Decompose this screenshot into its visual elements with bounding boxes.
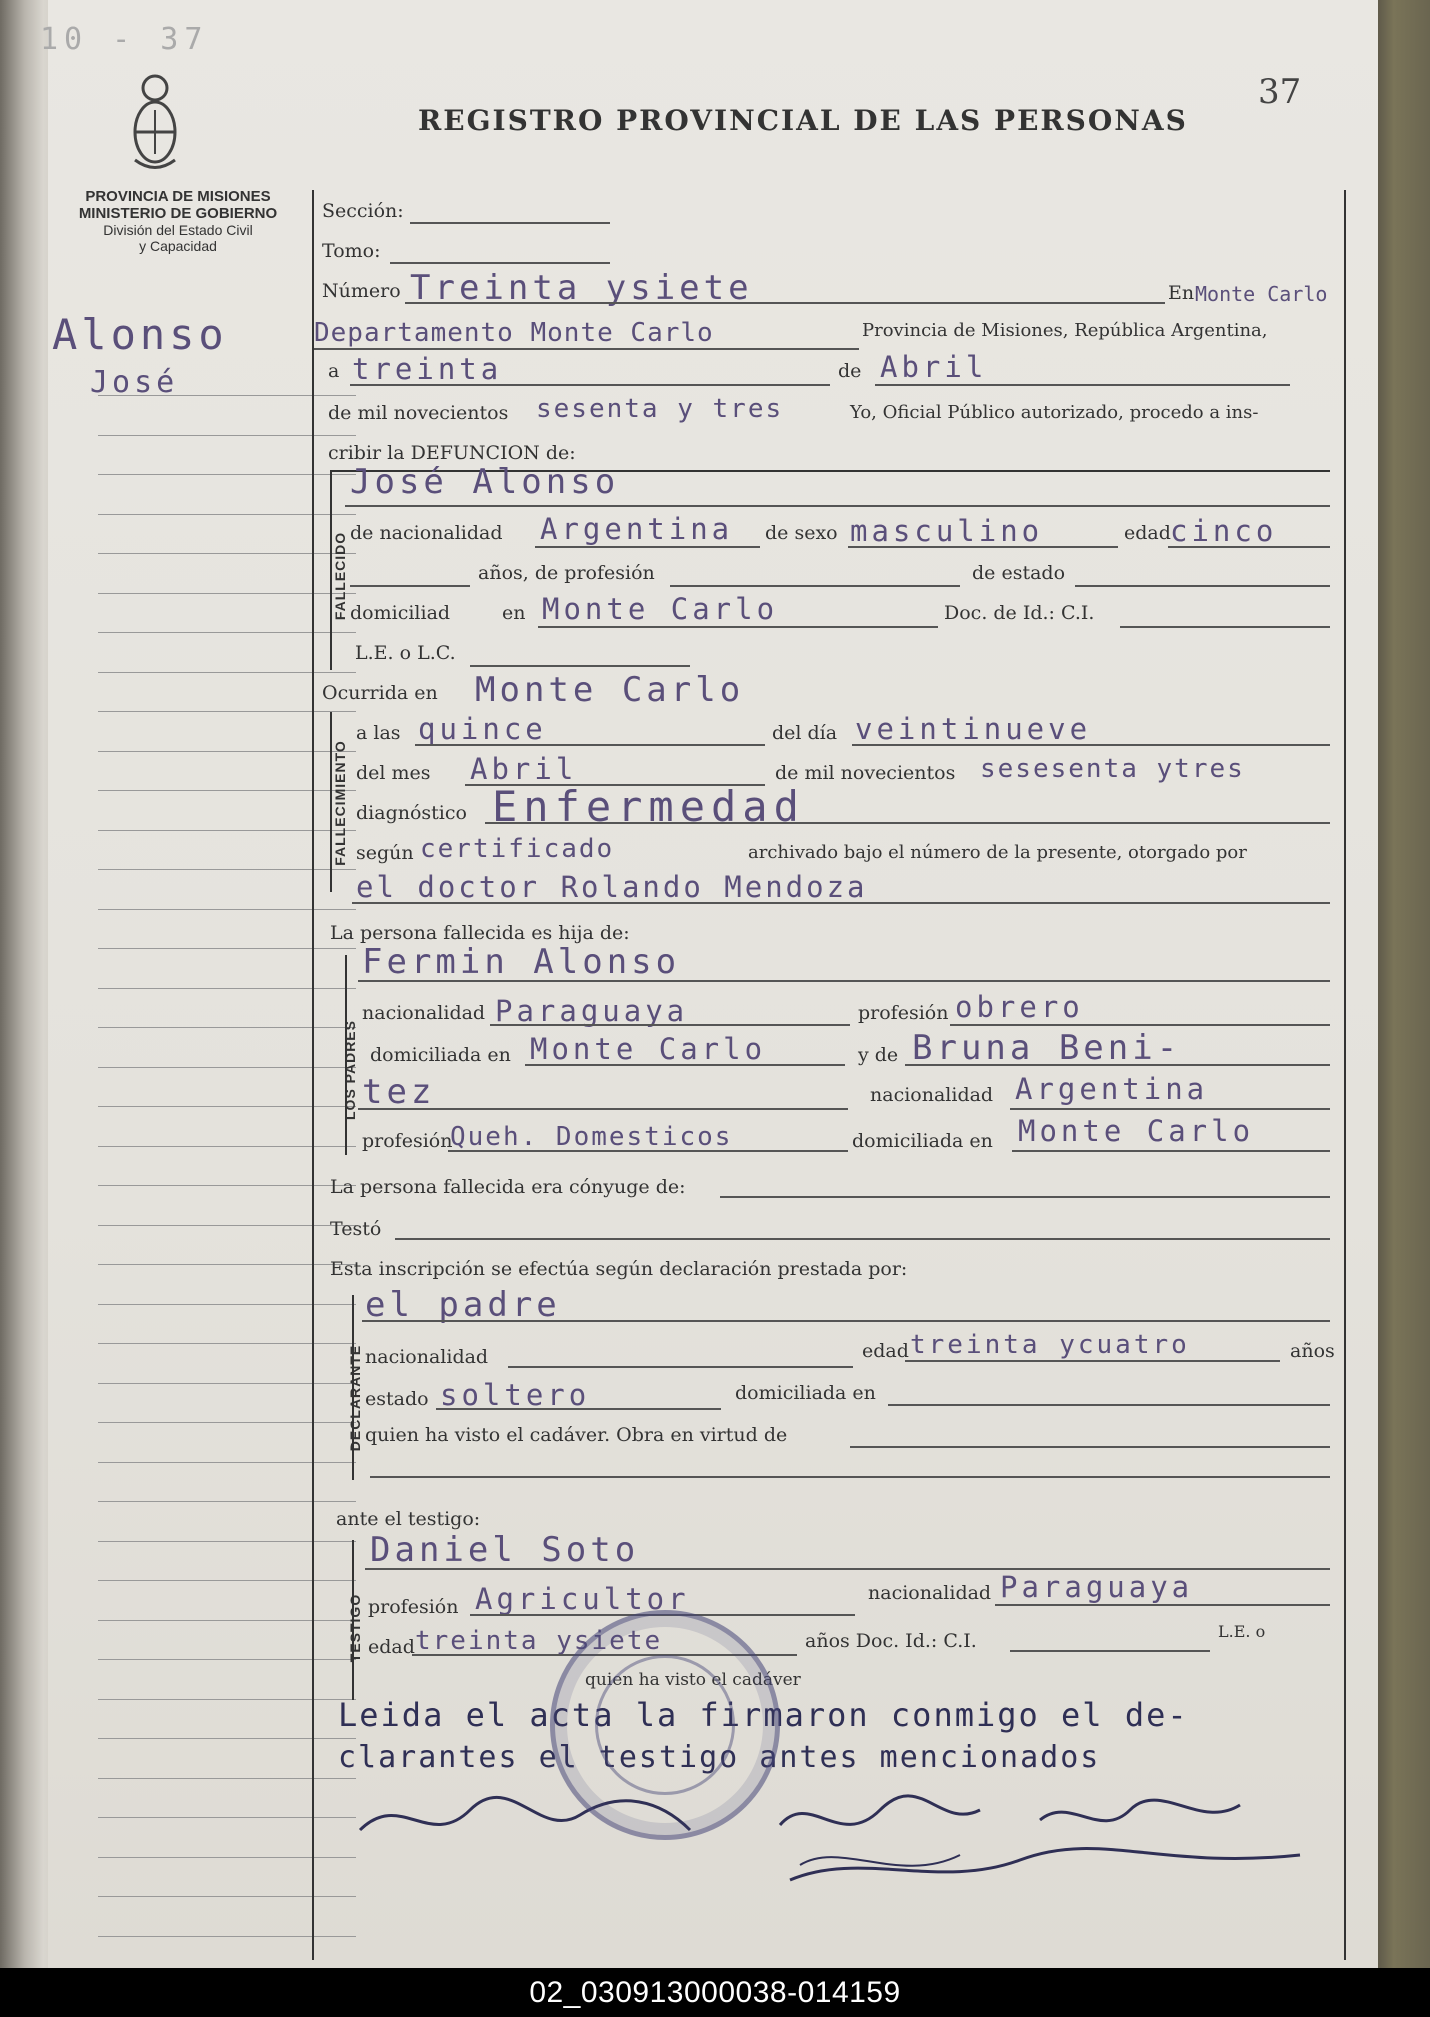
field-line xyxy=(848,546,1118,548)
field-line xyxy=(720,1196,1330,1198)
margin-rule xyxy=(98,1778,356,1779)
field-line xyxy=(905,1064,1330,1066)
label-padre-nac: nacionalidad xyxy=(362,1002,486,1024)
label-le-o: L.E. o xyxy=(1218,1622,1266,1641)
margin-rule xyxy=(98,1383,356,1384)
margin-rule xyxy=(98,474,356,475)
field-line xyxy=(405,302,1165,304)
label-archivado: archivado bajo el número de la presente, otorgado por xyxy=(748,842,1247,863)
field-line xyxy=(350,585,470,587)
value-anio: sesenta y tres xyxy=(536,394,784,424)
value-dia-fallec: veintinueve xyxy=(855,712,1092,746)
label-segun: según xyxy=(356,842,414,864)
value-padre-nac: Paraguaya xyxy=(495,994,689,1028)
field-line xyxy=(1168,546,1330,548)
page-number: 37 xyxy=(1258,72,1302,112)
margin-rule xyxy=(98,1659,356,1660)
label-madre-nac: nacionalidad xyxy=(870,1084,994,1106)
value-madre-dom: Monte Carlo xyxy=(1018,1114,1255,1148)
official-seal-inner xyxy=(595,1655,735,1795)
field-line xyxy=(1120,626,1330,628)
field-line xyxy=(535,546,760,548)
value-nacionalidad: Argentina xyxy=(540,512,734,546)
value-testigo-edad: treinta ysiete xyxy=(415,1626,663,1656)
field-line xyxy=(358,980,1330,982)
margin-rule xyxy=(98,1817,356,1818)
margin-rule xyxy=(98,1146,356,1147)
margin-rule xyxy=(98,632,356,633)
value-numero: Treinta ysiete xyxy=(410,268,753,308)
field-line xyxy=(362,1320,1330,1322)
value-decl-edad: treinta ycuatro xyxy=(910,1330,1190,1360)
value-madre-1: Bruna Beni- xyxy=(912,1028,1182,1068)
label-testo: Testó xyxy=(330,1218,382,1240)
label-decl-estado: estado xyxy=(365,1388,429,1410)
corner-note: 10 - 37 xyxy=(40,22,209,57)
label-padre-prof: profesión xyxy=(858,1002,949,1024)
document-title: REGISTRO PROVINCIAL DE LAS PERSONAS xyxy=(418,104,1188,137)
section-fallecido: FALLECIDO xyxy=(332,531,348,621)
field-line xyxy=(888,1404,1330,1406)
label-provincia: Provincia de Misiones, República Argentina, xyxy=(862,320,1268,341)
margin-rule xyxy=(98,711,356,712)
margin-rule xyxy=(98,1264,356,1265)
margin-rule xyxy=(98,1462,356,1463)
field-line xyxy=(905,1360,1280,1362)
field-line xyxy=(350,384,830,386)
margin-rule xyxy=(98,1027,356,1028)
value-diagnostico: Enfermedad xyxy=(492,782,805,831)
margin-rule xyxy=(98,514,356,515)
value-testigo-prof: Agricultor xyxy=(475,1582,690,1616)
label-decl-dom: domiciliada en xyxy=(735,1382,876,1404)
value-sexo: masculino xyxy=(850,514,1044,548)
label-tomo: Tomo: xyxy=(322,240,381,262)
label-de-mil-nov: de mil novecientos xyxy=(775,762,956,784)
signatures xyxy=(340,1770,1340,1900)
section-fallecimiento: FALLECIMIENTO xyxy=(332,740,348,866)
value-madre-prof: Queh. Domesticos xyxy=(450,1122,733,1152)
label-declaracion: Esta inscripción se efectúa según declaración prestada por: xyxy=(330,1258,908,1280)
margin-rule xyxy=(98,1343,356,1344)
value-mes: Abril xyxy=(880,350,988,384)
agency-ministry: MINISTERIO DE GOBIERNO xyxy=(78,205,278,222)
field-line xyxy=(950,1024,1330,1026)
field-line xyxy=(538,626,938,628)
margin-rule xyxy=(98,435,356,436)
field-line xyxy=(1012,1150,1330,1152)
label-del-mes: del mes xyxy=(356,762,431,784)
value-madre-nac: Argentina xyxy=(1015,1072,1209,1106)
value-domicilio: Monte Carlo xyxy=(542,592,779,626)
field-line xyxy=(1010,1108,1330,1110)
label-y-de: y de xyxy=(858,1044,899,1066)
value-nombre: José Alonso xyxy=(350,462,620,502)
margin-rule xyxy=(98,1185,356,1186)
label-decl-nac: nacionalidad xyxy=(365,1346,489,1368)
label-a: a xyxy=(328,360,340,382)
value-testigo-nac: Paraguaya xyxy=(1000,1570,1194,1604)
margin-rule xyxy=(98,1896,356,1897)
label-hija-de: La persona fallecida es hija de: xyxy=(330,922,630,944)
section-testigo: TESTIGO xyxy=(347,1593,363,1663)
label-nacionalidad: de nacionalidad xyxy=(350,522,503,544)
field-line xyxy=(485,822,1330,824)
margin-given-name: José xyxy=(90,365,179,400)
label-le-lc: L.E. o L.C. xyxy=(355,642,456,664)
label-diagnostico: diagnóstico xyxy=(356,802,467,824)
label-anos-profesion: años, de profesión xyxy=(478,562,655,584)
label-del-dia: del día xyxy=(772,722,838,744)
field-line xyxy=(852,744,1330,746)
margin-rule xyxy=(98,593,356,594)
label-en: En xyxy=(1168,282,1195,304)
label-quien-cadaver: quien ha visto el cadáver. Obra en virtud de xyxy=(365,1424,788,1446)
margin-rule xyxy=(98,1620,356,1621)
label-padre-dom: domiciliada en xyxy=(370,1044,511,1066)
field-line xyxy=(508,1366,853,1368)
value-mes-fallec: Abril xyxy=(470,752,578,786)
label-testigo-doc: años Doc. Id.: C.I. xyxy=(805,1630,977,1652)
label-conyuge: La persona fallecida era cónyuge de: xyxy=(330,1176,686,1198)
field-line xyxy=(436,1408,721,1410)
margin-rule xyxy=(98,1304,356,1305)
value-padre-prof: obrero xyxy=(955,990,1084,1024)
image-id-footer: 02_030913000038-014159 xyxy=(0,1968,1430,2017)
value-decl-estado: soltero xyxy=(440,1378,591,1412)
margin-rule xyxy=(98,672,356,673)
field-line xyxy=(448,1150,848,1152)
margin-rule xyxy=(98,1067,356,1068)
label-domiciliado: domiciliad xyxy=(350,602,451,624)
field-line xyxy=(875,384,1290,386)
margin-rule xyxy=(98,1738,356,1739)
margin-rule xyxy=(98,909,356,910)
field-line xyxy=(995,1604,1330,1606)
label-madre-dom: domiciliada en xyxy=(852,1130,993,1152)
label-numero: Número xyxy=(322,280,401,302)
margin-rule xyxy=(98,1225,356,1226)
label-sexo: de sexo xyxy=(765,522,838,544)
value-departamento: Departamento Monte Carlo xyxy=(314,318,714,348)
label-testigo-nac: nacionalidad xyxy=(868,1582,992,1604)
field-line xyxy=(525,1064,845,1066)
margin-rule xyxy=(98,1422,356,1423)
margin-rule xyxy=(98,790,356,791)
margin-rule xyxy=(98,988,356,989)
field-line xyxy=(670,585,960,587)
value-padre-dom: Monte Carlo xyxy=(530,1032,767,1066)
value-dia: treinta xyxy=(352,352,503,386)
field-line xyxy=(1075,585,1330,587)
closing-line-1: Leida el acta la firmaron conmigo el de- xyxy=(338,1696,1189,1734)
value-declarante: el padre xyxy=(365,1285,561,1325)
margin-rule xyxy=(98,869,356,870)
agency-header xyxy=(58,188,298,254)
agency-division: División del Estado Civil xyxy=(103,222,253,238)
field-line xyxy=(415,744,765,746)
label-testigo-prof: profesión xyxy=(368,1596,459,1618)
label-quien-visto: quien ha visto el cadáver xyxy=(585,1670,801,1690)
label-madre-prof: profesión xyxy=(362,1130,453,1152)
label-inscribir: cribir la DEFUNCION de: xyxy=(328,442,576,464)
field-line xyxy=(470,665,690,667)
margin-rule xyxy=(98,1699,356,1700)
field-line xyxy=(850,1446,1330,1448)
value-ocurrida: Monte Carlo xyxy=(475,670,745,710)
label-de-estado: de estado xyxy=(972,562,1066,584)
official-seal xyxy=(550,1610,780,1840)
margin-rule xyxy=(98,1541,356,1542)
form-left-border xyxy=(312,190,314,1960)
value-edad: cinco xyxy=(1170,514,1278,548)
field-line xyxy=(410,222,610,224)
agency-province: PROVINCIA DE MISIONES xyxy=(85,188,271,205)
field-line xyxy=(1010,1650,1210,1652)
value-doctor: el doctor Rolando Mendoza xyxy=(356,870,868,904)
value-testigo: Daniel Soto xyxy=(370,1530,640,1570)
label-ocurrida: Ocurrida en xyxy=(322,682,438,704)
value-segun: certificado xyxy=(420,834,615,864)
field-line xyxy=(390,262,610,264)
field-line xyxy=(358,1108,848,1110)
field-line xyxy=(490,1024,850,1026)
label-decl-edad: edad xyxy=(862,1340,909,1362)
field-line xyxy=(395,1238,1330,1240)
margin-rule xyxy=(98,1106,356,1107)
label-a-las: a las xyxy=(356,722,401,744)
field-line xyxy=(345,505,1330,507)
label-testigo-edad: edad xyxy=(368,1636,415,1658)
label-seccion: Sección: xyxy=(322,200,404,222)
form-right-border xyxy=(1344,190,1346,1960)
label-en-dom: en xyxy=(502,602,526,624)
label-yo: Yo, Oficial Público autorizado, procedo a ins- xyxy=(850,402,1259,423)
label-edad: edad xyxy=(1124,522,1171,544)
margin-rule xyxy=(98,553,356,554)
value-anio-fallec: sesesenta ytres xyxy=(980,754,1245,784)
coat-of-arms-icon xyxy=(130,70,180,180)
section-padres: LOS PADRES xyxy=(342,1020,358,1120)
margin-rule xyxy=(98,1580,356,1581)
book-cover-edge xyxy=(1378,0,1430,1968)
margin-rule xyxy=(98,1936,356,1937)
field-line xyxy=(352,902,1330,904)
label-de-mil: de mil novecientos xyxy=(328,402,509,424)
label-ante-testigo: ante el testigo: xyxy=(336,1508,481,1530)
closing-line-2: clarantes el testigo antes mencionados xyxy=(338,1740,1101,1775)
value-hora: quince xyxy=(418,712,547,746)
margin-surname: Alonso xyxy=(52,310,228,359)
label-de: de xyxy=(838,360,862,382)
margin-rule xyxy=(98,948,356,949)
margin-rule xyxy=(98,830,356,831)
margin-rule xyxy=(98,1501,356,1502)
label-doc: Doc. de Id.: C.I. xyxy=(944,602,1095,624)
field-line xyxy=(370,1476,1330,1478)
field-line xyxy=(314,348,859,350)
value-madre-2: tez xyxy=(362,1072,436,1112)
label-decl-anos: años xyxy=(1290,1340,1335,1362)
section-declarante: DECLARANTE xyxy=(347,1344,363,1452)
value-en-lugar: Monte Carlo xyxy=(1195,282,1328,306)
value-padre: Fermin Alonso xyxy=(362,942,681,982)
margin-rule xyxy=(98,1857,356,1858)
agency-division-2: y Capacidad xyxy=(139,238,217,254)
margin-rule xyxy=(98,751,356,752)
